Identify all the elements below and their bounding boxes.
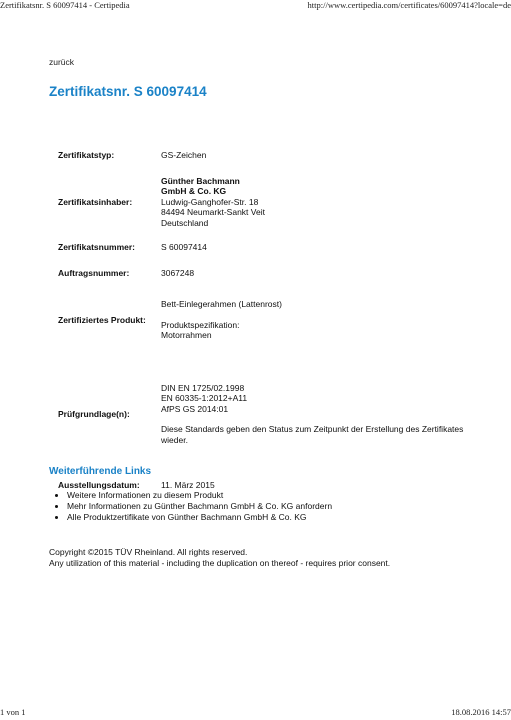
product-spec-value: Motorrahmen: [161, 330, 212, 341]
certificate-number-value: S 60097414: [161, 241, 207, 252]
copyright-line2: Any utilization of this material - including the duplication on thereof - requires prior consent.: [49, 557, 391, 568]
row-certificate-number: [49, 234, 489, 260]
print-footer: [0, 707, 511, 717]
issue-date-value: 11. März 2015: [161, 479, 215, 490]
link-all-certificates[interactable]: Alle Produktzertifikate von Günther Bachmann GmbH & Co. KG: [67, 511, 307, 522]
link-request-info[interactable]: Mehr Informationen zu Günther Bachmann GmbH & Co. KG anfordern: [67, 500, 333, 511]
holder-country: Deutschland: [161, 217, 209, 228]
holder-name-line2: GmbH & Co. KG: [161, 186, 227, 197]
test-basis-value: [161, 354, 489, 474]
list-item: [67, 490, 332, 501]
copyright: [49, 547, 509, 569]
certified-product-label: Zertifiziertes Produkt:: [58, 314, 146, 325]
row-certificate-holder: [49, 170, 489, 234]
row-certified-product: [49, 286, 489, 354]
product-name: Bett-Einlegerahmen (Lattenrost): [161, 299, 282, 310]
certified-product-value: [161, 286, 489, 354]
certificate-number-label: Zertifikatsnummer:: [58, 241, 135, 252]
certificate-type-value: GS-Zeichen: [161, 149, 207, 160]
product-spec-label: Produktspezifikation:: [161, 319, 240, 330]
further-links-list: [49, 490, 332, 522]
print-header: [0, 0, 511, 10]
further-links-title: Weiterführende Links: [49, 466, 152, 477]
copyright-line1: Copyright ©2015 TÜV Rheinland. All rights reserved.: [49, 547, 248, 557]
order-number-value: 3067248: [161, 267, 195, 278]
holder-city: 84494 Neumarkt-Sankt Veit: [161, 207, 265, 218]
certificate-holder-label: Zertifikatsinhaber:: [58, 196, 133, 207]
row-order-number: [49, 260, 489, 286]
standards-note: Diese Standards geben den Status zum Zeitpunkt der Erstellung des Zertifikates wieder.: [161, 424, 464, 445]
back-link[interactable]: zurück: [49, 57, 75, 67]
row-certificate-type: [49, 140, 489, 170]
list-item: [67, 512, 332, 523]
print-header-url: http://www.certipedia.com/certificates/60097414?locale=de: [307, 0, 511, 10]
test-basis-label: Prüfgrundlage(n):: [58, 408, 130, 419]
holder-name-line1: Günther Bachmann: [161, 175, 240, 186]
certificate-table: [49, 140, 489, 496]
print-header-title: Zertifikatsnr. S 60097414 - Certipedia: [0, 0, 130, 10]
standard-item: DIN EN 1725/02.1998: [161, 382, 245, 393]
holder-street: Ludwig-Ganghofer-Str. 18: [161, 196, 259, 207]
list-item: [67, 501, 332, 512]
link-product-info[interactable]: Weitere Informationen zu diesem Produkt: [67, 490, 224, 500]
standard-item: AfPS GS 2014:01: [161, 403, 229, 414]
order-number-label: Auftragsnummer:: [58, 267, 130, 278]
certificate-type-label: Zertifikatstyp:: [58, 149, 115, 160]
page-count: 1 von 1: [0, 707, 26, 717]
row-test-basis: [49, 354, 489, 474]
standard-item: EN 60335-1:2012+A11: [161, 393, 248, 404]
issue-date-label: Ausstellungsdatum:: [58, 479, 140, 490]
print-timestamp: 18.08.2016 14:57: [451, 707, 511, 717]
page-title: Zertifikatsnr. S 60097414: [49, 84, 207, 99]
certificate-holder-value: [161, 170, 489, 234]
